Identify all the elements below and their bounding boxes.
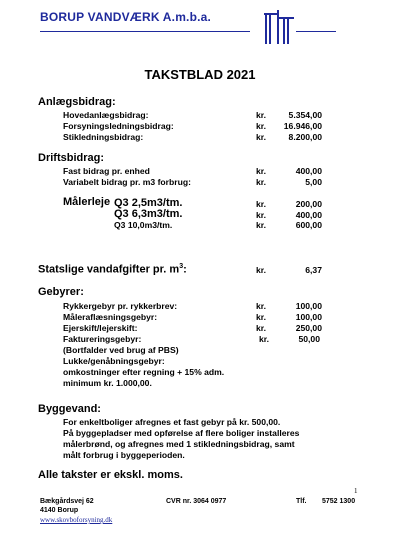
paragraph-line: målt forbrug i byggeperioden. bbox=[63, 450, 185, 460]
fee-unit: kr. bbox=[256, 199, 267, 209]
fee-row bbox=[0, 132, 400, 144]
fee-amount: 400,00 bbox=[295, 166, 322, 176]
water-tower-logo-icon bbox=[258, 8, 298, 48]
fee-row bbox=[0, 334, 400, 346]
fee-amount: 50,00 bbox=[298, 334, 320, 344]
fee-unit: kr. bbox=[256, 121, 267, 131]
moms-note: Alle takster er ekskl. moms. bbox=[38, 469, 183, 481]
fee-unit: kr. bbox=[256, 323, 267, 333]
fee-amount: 16.946,00 bbox=[283, 121, 322, 131]
fee-unit: kr. bbox=[256, 166, 267, 176]
fee-amount: 250,00 bbox=[295, 323, 322, 333]
fee-unit: kr. bbox=[256, 210, 267, 220]
footer-address-city: 4140 Borup bbox=[40, 507, 79, 514]
paragraph-line: målerbrønd, og afregnes med 1 stikledningsbidrag, samt bbox=[63, 439, 295, 449]
paragraph-line: For enkeltboliger afregnes et fast gebyr på kr. 500,00. bbox=[63, 417, 281, 427]
footer-website-link[interactable]: www.skovboforsyning.dk bbox=[40, 516, 113, 524]
fee-amount: 8.200,00 bbox=[288, 132, 322, 142]
fee-unit: kr. bbox=[256, 301, 267, 311]
section-heading-byggevand: Byggevand: bbox=[38, 403, 101, 415]
fee-unit: kr. bbox=[256, 132, 267, 142]
section-heading-gebyrer: Gebyrer: bbox=[38, 286, 84, 298]
document-title: TAKSTBLAD 2021 bbox=[144, 67, 256, 82]
fee-amount: 200,00 bbox=[295, 199, 322, 209]
meter-size-label: Q3 2,5m3/tm. bbox=[114, 197, 183, 209]
fee-label: Stikledningsbidrag: bbox=[63, 132, 144, 142]
fee-row bbox=[0, 220, 400, 232]
page-number: 1 bbox=[354, 487, 358, 495]
note-line: minimum kr. 1.000,00. bbox=[63, 378, 152, 388]
header-rule bbox=[40, 31, 250, 32]
fee-amount: 100,00 bbox=[295, 301, 322, 311]
fee-unit: kr. bbox=[256, 110, 267, 120]
fee-amount: 600,00 bbox=[295, 220, 322, 230]
fee-label: Måleraflæsningsgebyr: bbox=[63, 312, 158, 322]
maalerleje-label: Målerleje bbox=[63, 196, 111, 208]
fee-amount: 100,00 bbox=[295, 312, 322, 322]
footer-cvr: CVR nr. 3064 0977 bbox=[166, 498, 227, 505]
meter-size-label: Q3 10,0m3/tm. bbox=[114, 220, 173, 230]
note-line: omkostninger efter regning + 15% adm. bbox=[63, 367, 225, 377]
fee-unit: kr. bbox=[256, 265, 267, 275]
note-line: (Bortfalder ved brug af PBS) bbox=[63, 345, 179, 355]
footer-tlf-label: Tlf. bbox=[296, 498, 307, 505]
fee-amount: 5.354,00 bbox=[288, 110, 322, 120]
fee-label: Faktureringsgebyr: bbox=[63, 334, 142, 344]
fee-amount: 5,00 bbox=[305, 177, 322, 187]
fee-label: Ejerskift/lejerskift: bbox=[63, 323, 138, 333]
fee-label: Fast bidrag pr. enhed bbox=[63, 166, 150, 176]
footer-address-street: Bækgårdsvej 62 bbox=[40, 498, 94, 505]
fee-amount: 6,37 bbox=[305, 265, 322, 275]
fee-unit: kr. bbox=[259, 334, 270, 344]
fee-row bbox=[0, 263, 400, 277]
fee-row bbox=[0, 177, 400, 189]
fee-amount: 400,00 bbox=[295, 210, 322, 220]
footer-tlf: 5752 1300 bbox=[322, 498, 356, 505]
section-heading-driftsbidrag: Driftsbidrag: bbox=[38, 152, 104, 164]
fee-unit: kr. bbox=[256, 220, 267, 230]
fee-label: Forsyningsledningsbidrag: bbox=[63, 121, 174, 131]
meter-size-label: Q3 6,3m3/tm. bbox=[114, 208, 183, 220]
fee-unit: kr. bbox=[256, 312, 267, 322]
paragraph-line: På byggepladser med opførelse af flere boliger installeres bbox=[63, 428, 300, 438]
fee-label: Rykkergebyr pr. rykkerbrev: bbox=[63, 301, 178, 311]
note-line: Lukke/genåbningsgebyr: bbox=[63, 356, 165, 366]
fee-unit: kr. bbox=[256, 177, 267, 187]
statslige-label: Statslige vandafgifter pr. $m^3$: bbox=[38, 263, 187, 276]
fee-label: Hovedanlægsbidrag: bbox=[63, 110, 149, 120]
fee-label: Variabelt bidrag pr. m3 forbrug: bbox=[63, 177, 191, 187]
section-heading-anlaegsbidrag: Anlægsbidrag: bbox=[38, 96, 116, 108]
company-name: BORUP VANDVÆRK A.m.b.a. bbox=[40, 10, 212, 24]
header-rule-right bbox=[296, 31, 336, 32]
